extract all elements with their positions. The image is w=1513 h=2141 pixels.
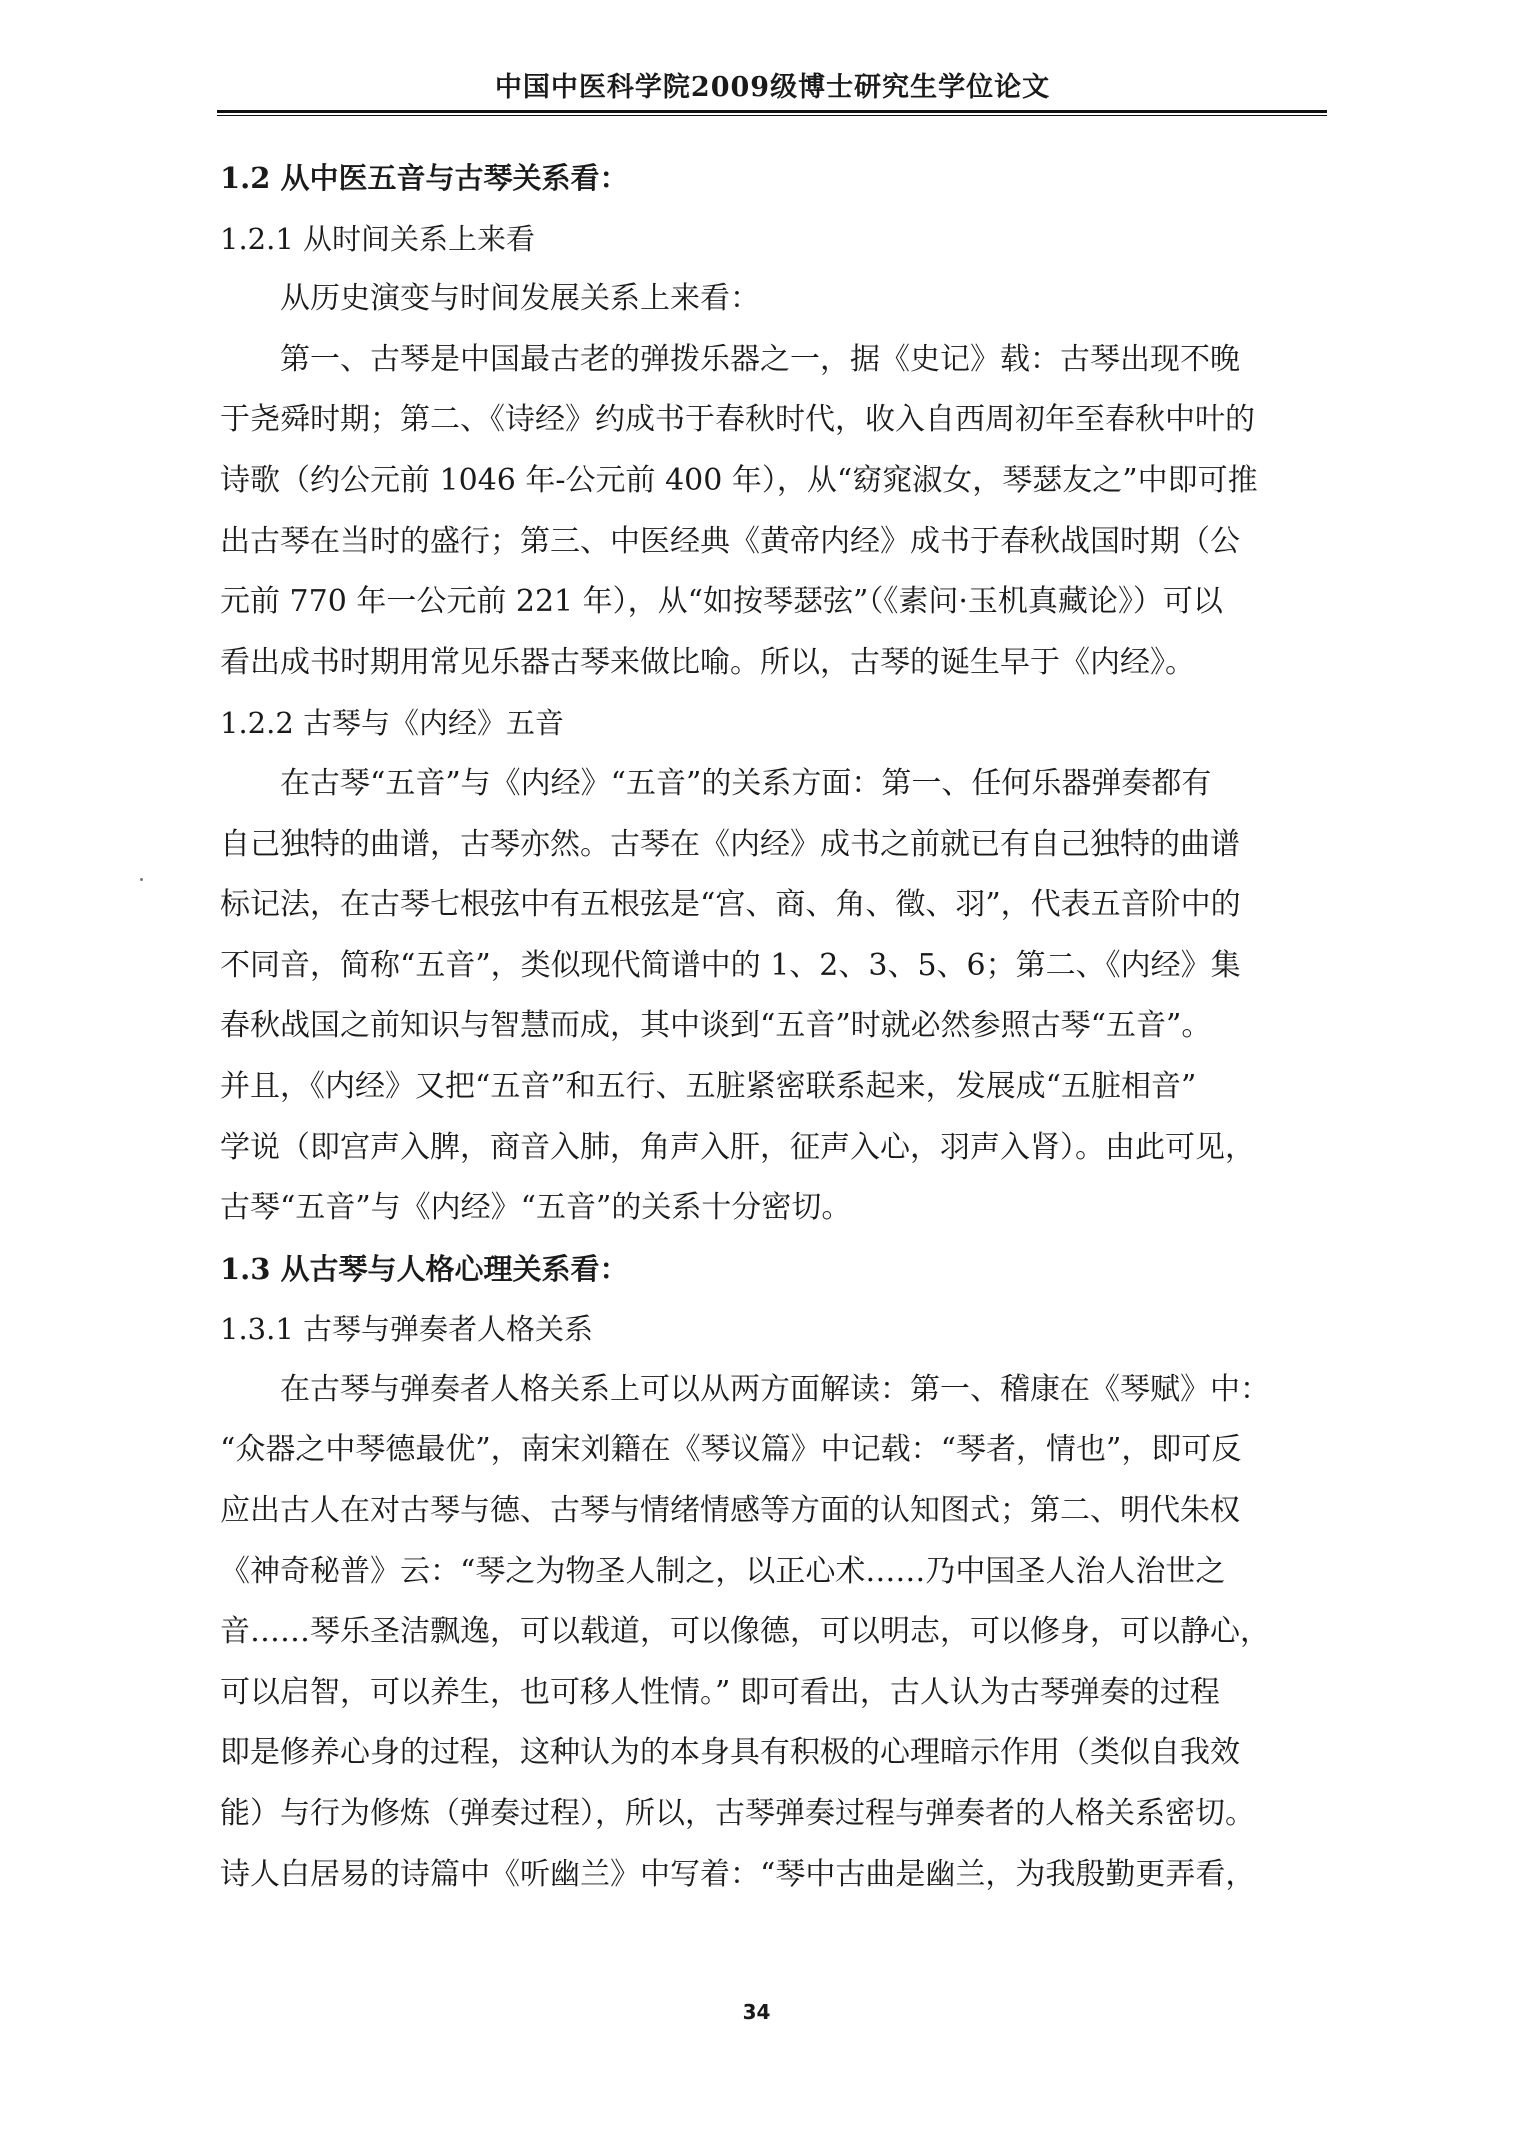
- body-text: [220, 148, 1300, 1905]
- header-rule: [217, 110, 1327, 113]
- subsection-heading: 1.2.1 从时间关系上来看: [220, 221, 536, 256]
- paragraph-line: 古琴“五音”与《内经》“五音”的关系十分密切。: [220, 1190, 852, 1226]
- paragraph-line: 能）与行为修炼（弹奏过程），所以，古琴弹奏过程与弹奏者的人格关系密切。: [220, 1796, 1255, 1832]
- paragraph-line: “众器之中琴德最优”，南宋刘籍在《琴议篇》中记载：“琴者，情也”，即可反: [220, 1432, 1242, 1468]
- page-number: 34: [742, 2000, 771, 2024]
- paragraph-line: 即是修养心身的过程，这种认为的本身具有积极的心理暗示作用（类似自我效: [220, 1735, 1240, 1771]
- paragraph-line: 学说（即宫声入脾，商音入肺，角声入肝，征声入心，羽声入肾）。由此可见，: [220, 1129, 1255, 1165]
- running-header: 中国中医科学院2009级博士研究生学位论文: [494, 72, 1051, 103]
- paragraph-line: 元前 770 年一公元前 221 年），从“如按琴瑟弦”（《素问·玉机真藏论》）可以: [220, 584, 1223, 620]
- paragraph-line: 看出成书时期用常见乐器古琴来做比喻。所以，古琴的诞生早于《内经》。: [220, 644, 1195, 680]
- paragraph-line: 春秋战国之前知识与智慧而成，其中谈到“五音”时就必然参照古琴“五音”。: [220, 1008, 1212, 1044]
- subsection-heading: 1.2.2 古琴与《内经》五音: [220, 706, 565, 741]
- paragraph-line: 并且，《内经》又把“五音”和五行、五脏紧密联系起来，发展成“五脏相音”: [220, 1068, 1197, 1104]
- paragraph-first-line: 第一、古琴是中国最古老的弹拨乐器之一，据《史记》载：古琴出现不晚: [280, 341, 1240, 377]
- paragraph-line: 不同音，简称“五音”，类似现代简谱中的 1、2、3、5、6；第二、《内经》集: [220, 947, 1241, 983]
- paragraph-line: 《神奇秘普》云：“琴之为物圣人制之，以正心术……乃中国圣人治人治世之: [220, 1553, 1226, 1589]
- paragraph-line: 诗歌（约公元前 1046 年-公元前 400 年），从“窈窕淑女，琴瑟友之”中即可推: [220, 462, 1258, 498]
- paragraph-line: 可以启智，可以养生，也可移人性情。” 即可看出，古人认为古琴弹奏的过程: [220, 1674, 1220, 1710]
- paragraph-line: 应出古人在对古琴与德、古琴与情绪情感等方面的认知图式；第二、明代朱权: [220, 1493, 1240, 1529]
- margin-speck: [140, 878, 143, 881]
- paragraph-line: 诗人白居易的诗篇中《听幽兰》中写着：“琴中古曲是幽兰，为我殷勤更弄看，: [220, 1856, 1256, 1892]
- paragraph-first-line: 从历史演变与时间发展关系上来看：: [280, 281, 760, 317]
- section-heading: 1.3 从古琴与人格心理关系看：: [220, 1251, 629, 1286]
- paragraph-line: 标记法，在古琴七根弦中有五根弦是“宫、商、角、徵、羽”，代表五音阶中的: [220, 887, 1241, 923]
- subsection-heading: 1.3.1 古琴与弹奏者人格关系: [220, 1312, 594, 1347]
- section-heading: 1.2 从中医五音与古琴关系看：: [220, 161, 629, 195]
- paragraph-first-line: 在古琴与弹奏者人格关系上可以从两方面解读：第一、稽康在《琴赋》中：: [280, 1371, 1270, 1407]
- paragraph-line: 于尧舜时期；第二、《诗经》约成书于春秋时代，收入自西周初年至春秋中叶的: [220, 402, 1255, 438]
- header-rule-thin: [217, 115, 1327, 116]
- paragraph-line: 自己独特的曲谱，古琴亦然。古琴在《内经》成书之前就已有自己独特的曲谱: [220, 826, 1240, 862]
- paragraph-first-line: 在古琴“五音”与《内经》“五音”的关系方面：第一、任何乐器弹奏都有: [280, 765, 1212, 801]
- paragraph-line: 音……琴乐圣洁飘逸，可以载道，可以像德，可以明志，可以修身，可以静心，: [220, 1614, 1270, 1650]
- paragraph-line: 出古琴在当时的盛行；第三、中医经典《黄帝内经》成书于春秋战国时期（公: [220, 523, 1240, 559]
